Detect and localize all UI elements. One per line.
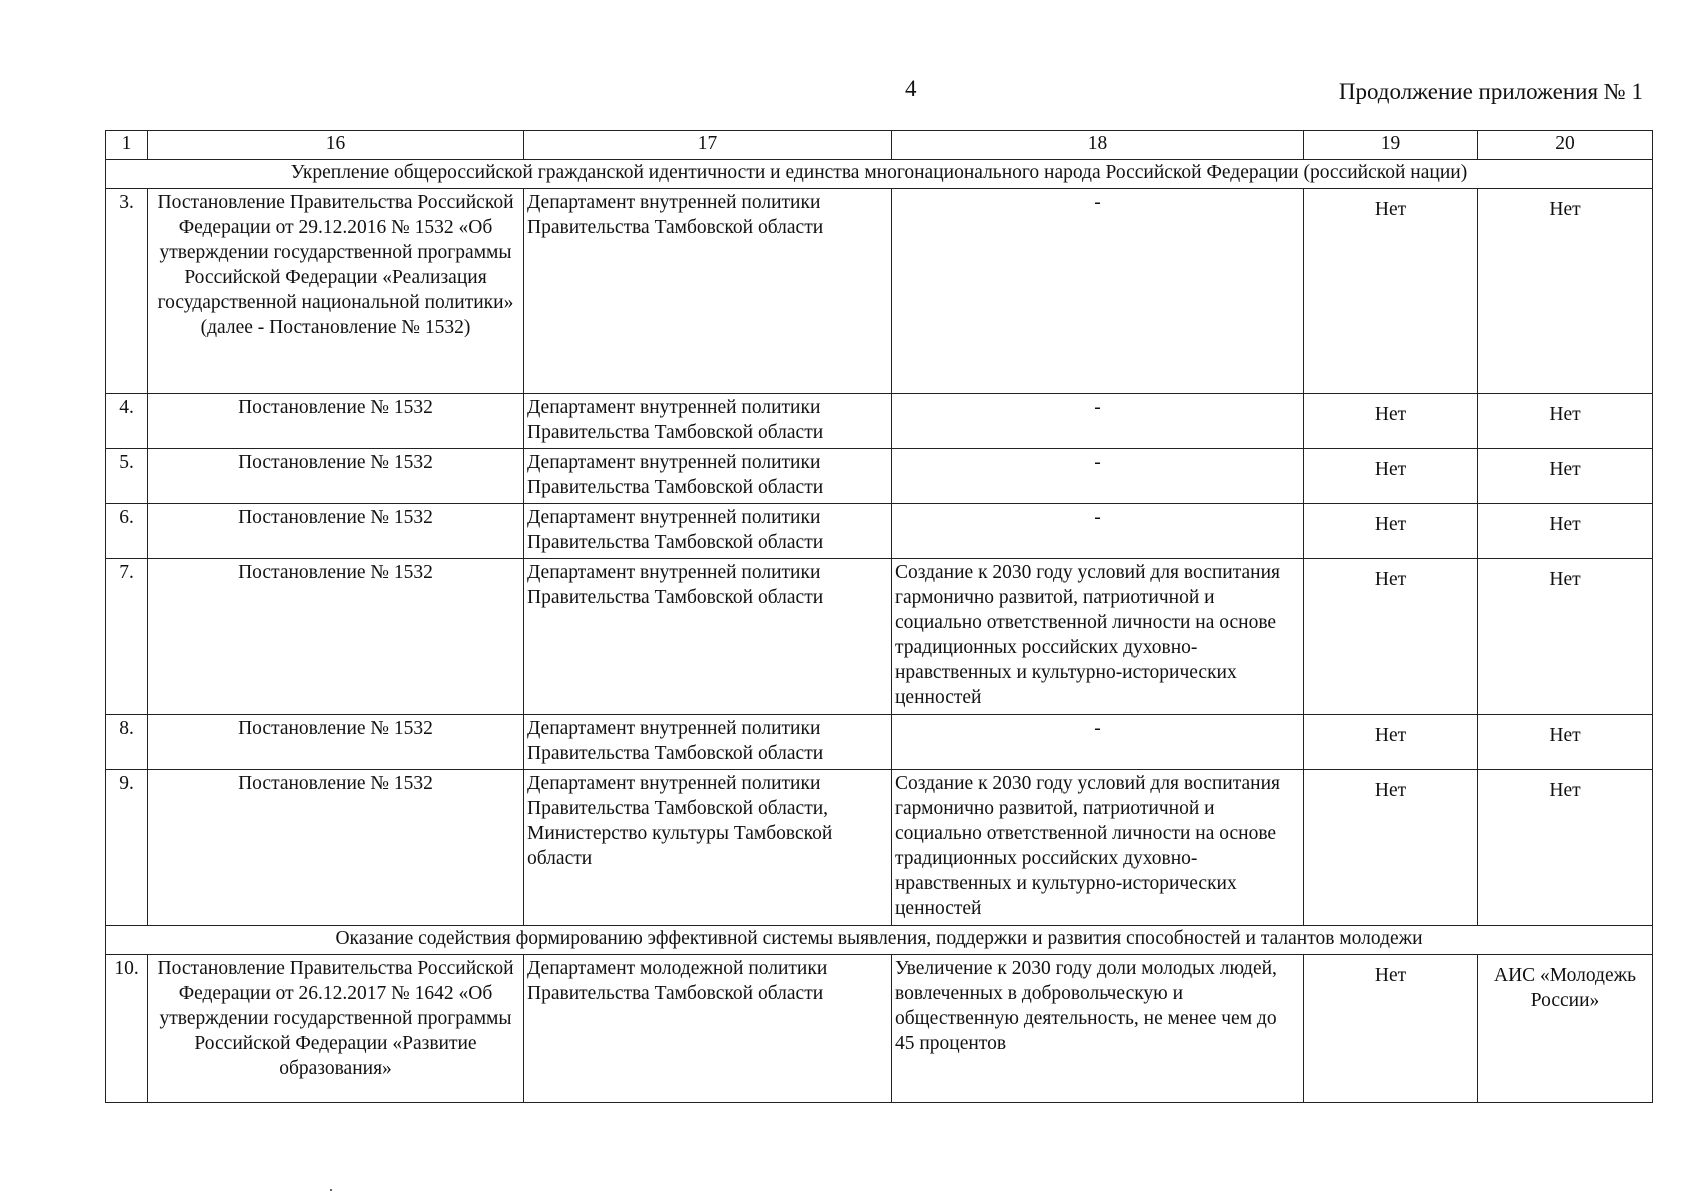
table-row	[106, 394, 1653, 449]
row-number: 4.	[106, 394, 148, 449]
col20-cell: Нет	[1478, 559, 1653, 715]
col19-cell: Нет	[1304, 189, 1478, 394]
row-number: 6.	[106, 504, 148, 559]
col20-cell: Нет	[1478, 504, 1653, 559]
result-cell: -	[892, 449, 1304, 504]
row-number: 3.	[106, 189, 148, 394]
legal-act-cell: Постановление № 1532	[148, 394, 524, 449]
col20-cell: АИС «Молодежь России»	[1478, 955, 1653, 1103]
legal-act-cell: Постановление Правительства Российской Федерации от 29.12.2016 № 1532 «Об утверждении государственной программы Российской Федерации «Реализация государственной национальной политики» (далее - Постановление № 1532)	[148, 189, 524, 394]
table-row	[106, 504, 1653, 559]
col19-cell: Нет	[1304, 449, 1478, 504]
appendix-table	[105, 130, 1653, 1103]
table-row	[106, 189, 1653, 394]
table-row	[106, 715, 1653, 770]
col20-cell: Нет	[1478, 449, 1653, 504]
col19-cell: Нет	[1304, 504, 1478, 559]
table-row	[106, 955, 1653, 1103]
result-cell: -	[892, 189, 1304, 394]
section-heading: Оказание содействия формированию эффективной системы выявления, поддержки и развития способностей и талантов молодежи	[106, 926, 1653, 955]
col19-cell: Нет	[1304, 394, 1478, 449]
section-heading: Укрепление общероссийской гражданской идентичности и единства многонационального народа Российской Федерации (российской нации)	[106, 160, 1653, 189]
col20-cell: Нет	[1478, 394, 1653, 449]
result-cell: -	[892, 504, 1304, 559]
executor-cell: Департамент внутренней политики Правительства Тамбовской области	[524, 559, 892, 715]
result-cell: -	[892, 394, 1304, 449]
column-header: 20	[1478, 131, 1653, 160]
table-row	[106, 559, 1653, 715]
section-heading-row	[106, 160, 1653, 189]
executor-cell: Департамент внутренней политики Правительства Тамбовской области, Министерство культуры Тамбовской области	[524, 770, 892, 926]
row-number: 9.	[106, 770, 148, 926]
legal-act-cell: Постановление Правительства Российской Федерации от 26.12.2017 № 1642 «Об утверждении государственной программы Российской Федерации «Развитие образования»	[148, 955, 524, 1103]
column-header: 16	[148, 131, 524, 160]
column-header: 19	[1304, 131, 1478, 160]
col20-cell: Нет	[1478, 715, 1653, 770]
col19-cell: Нет	[1304, 559, 1478, 715]
table-row	[106, 449, 1653, 504]
col19-cell: Нет	[1304, 955, 1478, 1103]
scan-speck	[330, 1189, 332, 1191]
legal-act-cell: Постановление № 1532	[148, 559, 524, 715]
row-number: 8.	[106, 715, 148, 770]
result-cell: Создание к 2030 году условий для воспитания гармонично развитой, патриотичной и социально ответственной личности на основе традиционных российских духовно-нравственных и культурно-исторических ценностей	[892, 559, 1304, 715]
col19-cell: Нет	[1304, 715, 1478, 770]
column-header: 18	[892, 131, 1304, 160]
executor-cell: Департамент внутренней политики Правительства Тамбовской области	[524, 715, 892, 770]
row-number: 10.	[106, 955, 148, 1103]
legal-act-cell: Постановление № 1532	[148, 449, 524, 504]
result-cell: -	[892, 715, 1304, 770]
table-row	[106, 770, 1653, 926]
legal-act-cell: Постановление № 1532	[148, 504, 524, 559]
executor-cell: Департамент внутренней политики Правительства Тамбовской области	[524, 189, 892, 394]
column-header: 17	[524, 131, 892, 160]
page-number: 4	[905, 76, 917, 101]
row-number: 5.	[106, 449, 148, 504]
column-header: 1	[106, 131, 148, 160]
row-number: 7.	[106, 559, 148, 715]
section-heading-row	[106, 926, 1653, 955]
appendix-caption: Продолжение приложения № 1	[1338, 79, 1643, 104]
table-header-row	[106, 131, 1653, 160]
col19-cell: Нет	[1304, 770, 1478, 926]
col20-cell: Нет	[1478, 189, 1653, 394]
executor-cell: Департамент внутренней политики Правительства Тамбовской области	[524, 504, 892, 559]
executor-cell: Департамент внутренней политики Правительства Тамбовской области	[524, 449, 892, 504]
result-cell: Создание к 2030 году условий для воспитания гармонично развитой, патриотичной и социально ответственной личности на основе традиционных российских духовно-нравственных и культурно-исторических ценностей	[892, 770, 1304, 926]
result-cell: Увеличение к 2030 году доли молодых людей, вовлеченных в добровольческую и общественную деятельность, не менее чем до 45 процентов	[892, 955, 1304, 1103]
col20-cell: Нет	[1478, 770, 1653, 926]
executor-cell: Департамент внутренней политики Правительства Тамбовской области	[524, 394, 892, 449]
executor-cell: Департамент молодежной политики Правительства Тамбовской области	[524, 955, 892, 1103]
legal-act-cell: Постановление № 1532	[148, 770, 524, 926]
legal-act-cell: Постановление № 1532	[148, 715, 524, 770]
